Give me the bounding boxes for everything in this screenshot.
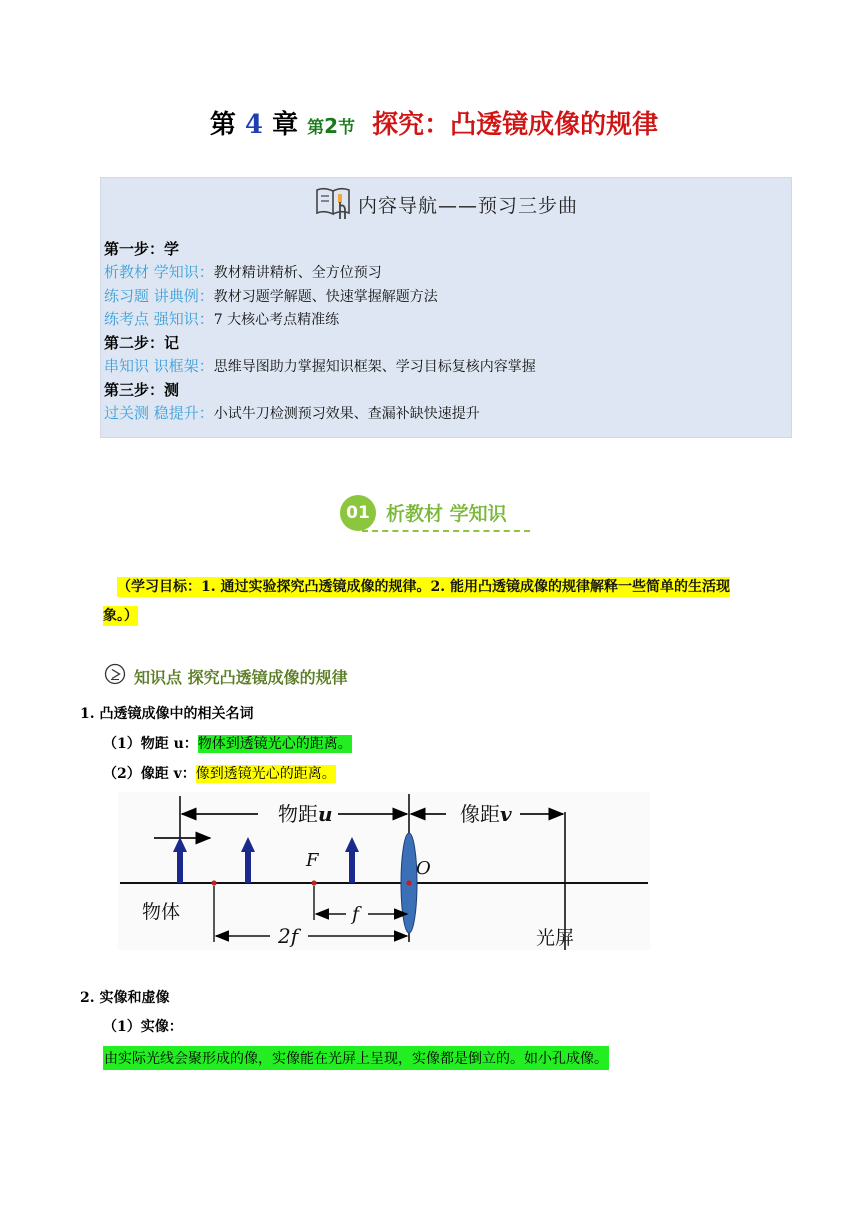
object-distance-line [103, 733, 352, 753]
page-title [0, 104, 868, 141]
f-label: f [352, 903, 360, 925]
goal-line-2: 象。） [103, 608, 138, 624]
section-number: 2 [324, 114, 339, 138]
knowledge-point-label: 知识点 探究凸透镜成像的规律 [134, 667, 348, 687]
object-label: 物体 [142, 901, 181, 923]
step-2: 第二步：记 [104, 334, 180, 353]
knowledge-point-heading [104, 664, 348, 688]
real-image-label: （1）实像： [103, 1019, 183, 1035]
chapter-suffix: 章 [272, 110, 299, 140]
badge-text: 析教材 学知识 [386, 503, 507, 525]
step-1: 第一步：学 [104, 240, 180, 258]
real-image-definition: 由实际光线会聚形成的像，实像能在光屏上呈现，实像都是倒立的。如小孔成像。 [103, 1046, 609, 1070]
2f-point [211, 880, 216, 885]
nav-row-value: 思维导图助力掌握知识框架、学习目标复核内容掌握 [213, 358, 536, 375]
v-label: v [500, 802, 512, 826]
O-label: O [416, 858, 431, 879]
badge-number: 01 [340, 495, 376, 531]
nav-row-key: 练考点 强知识： [104, 310, 214, 329]
nav-header [101, 178, 791, 226]
lens-diagram [118, 792, 650, 950]
section-1-title: 1. 凸透镜成像中的相关名词 [80, 706, 254, 722]
chapter-prefix: 第 [209, 110, 236, 140]
nav-row-value: 教材精讲精析、全方位预习 [213, 264, 382, 281]
nav-row [104, 261, 536, 285]
image-distance-label: （2）像距 v： [103, 766, 196, 782]
image-distance-text: 像距 [460, 802, 500, 826]
play-circle-icon [104, 663, 126, 689]
section-label [307, 114, 356, 138]
badge-underline [362, 530, 530, 532]
u-label: u [318, 802, 333, 826]
section-suffix: 节 [338, 118, 356, 138]
section-badge [340, 495, 530, 535]
object-distance-label: （1）物距 u： [103, 736, 198, 752]
optical-center [406, 880, 411, 885]
content-navigation-box [100, 177, 792, 438]
book-pointer-icon [314, 182, 354, 226]
nav-row-key: 析教材 学知识： [104, 262, 214, 281]
nav-row [104, 285, 536, 309]
screen-label: 光屏 [536, 927, 575, 949]
nav-row-key: 串知识 识框架： [104, 356, 214, 375]
nav-row-key: 练习题 讲典例： [104, 286, 214, 305]
topic-title: 探究：凸透镜成像的规律 [372, 110, 659, 140]
image-distance-definition: 像到透镜光心的距离。 [195, 766, 336, 782]
chapter-number: 4 [244, 110, 264, 140]
learning-goal [103, 573, 793, 631]
nav-row-value: 小试牛刀检测预习效果、查漏补缺快速提升 [213, 405, 480, 422]
nav-row-value: 教材习题学解题、快速掌握解题方法 [213, 288, 438, 305]
image-distance-line [103, 763, 336, 783]
goal-line-1: （学习目标：1. 通过实验探究凸透镜成像的规律。2. 能用凸透镜成像的规律解释一些简单的生活现 [117, 579, 730, 595]
2f-label: 2f [278, 924, 299, 948]
object-distance-text: 物距 [278, 802, 318, 826]
nav-row-value: 7 大核心考点精准练 [213, 312, 340, 329]
F-label: F [306, 850, 319, 871]
nav-row [104, 355, 536, 379]
section-2-title: 2. 实像和虚像 [80, 990, 170, 1006]
nav-title: 内容导航——预习三步曲 [357, 194, 578, 217]
nav-row [104, 402, 536, 426]
nav-row-key: 过关测 稳提升： [104, 403, 214, 422]
nav-row [104, 308, 536, 332]
step-3: 第三步：测 [104, 380, 180, 399]
nav-steps [104, 238, 536, 425]
focal-point [311, 880, 316, 885]
section-prefix: 第 [307, 118, 325, 138]
object-distance-definition: 物体到透镜光心的距离。 [197, 736, 352, 752]
